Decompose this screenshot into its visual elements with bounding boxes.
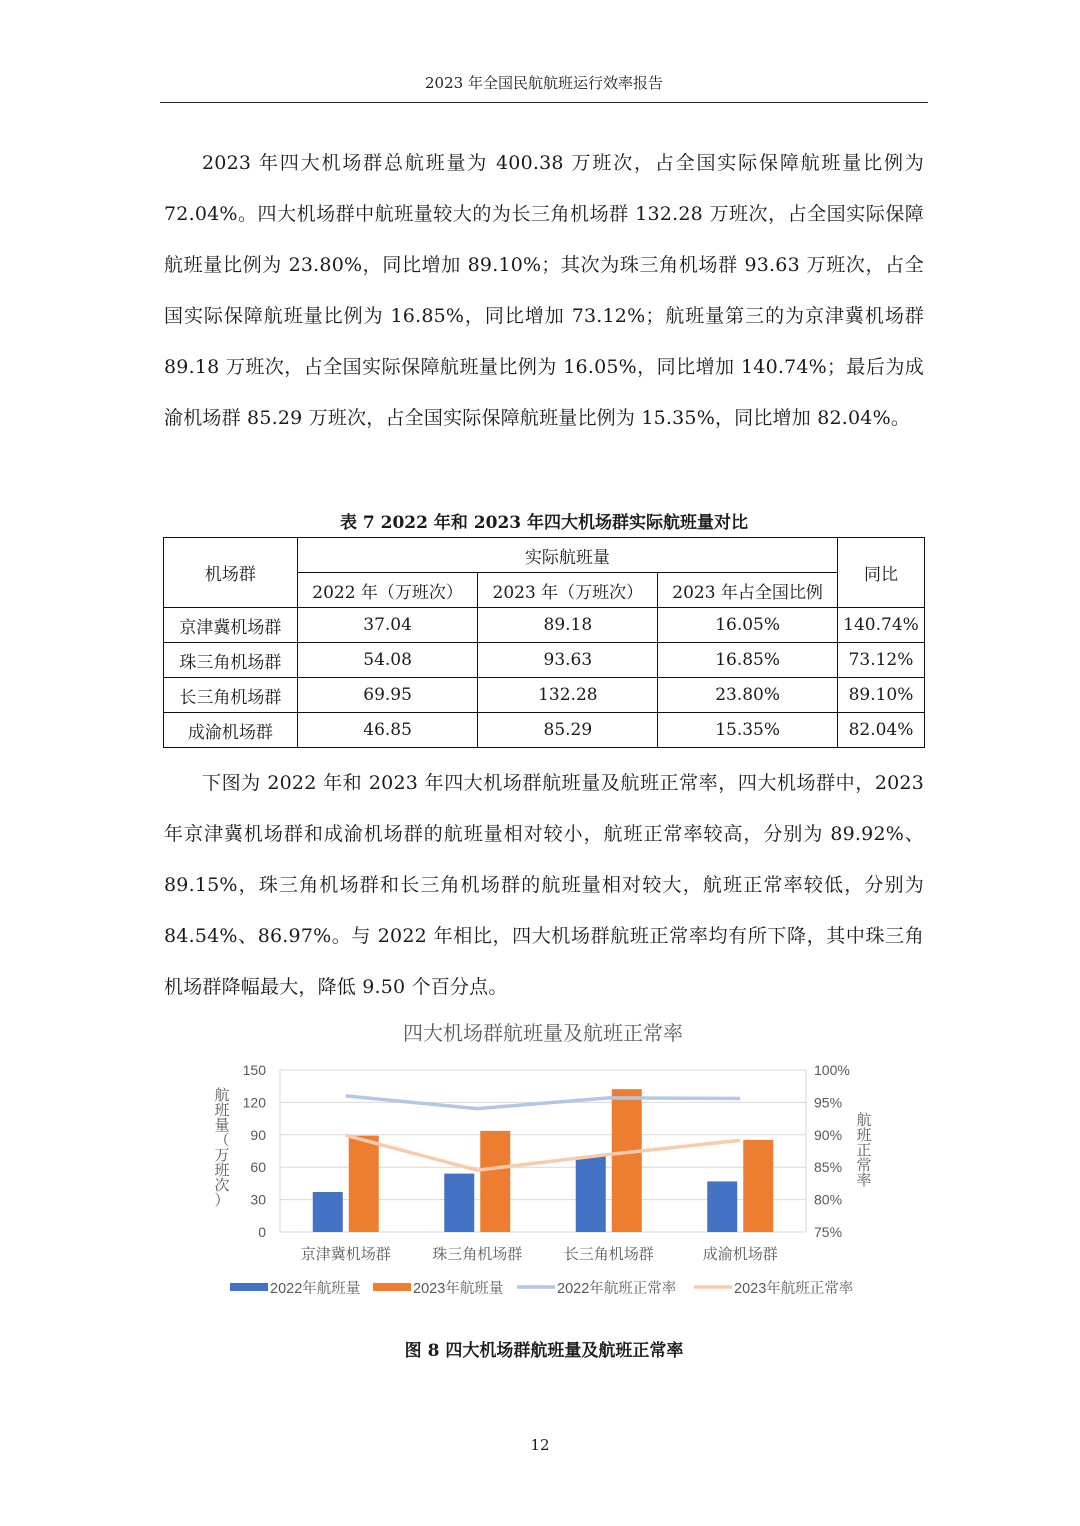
y-right-tick-label: 90% — [814, 1126, 843, 1143]
airport-cluster-table — [163, 537, 925, 748]
y-right-tick-label: 85% — [814, 1159, 843, 1176]
cell-2022: 37.04 — [297, 608, 478, 643]
y-right-tick-label: 75% — [814, 1224, 843, 1240]
chart-title: 四大机场群航班量及航班正常率 — [403, 1023, 683, 1045]
figure-caption: 图 8 四大机场群航班量及航班正常率 — [404, 1341, 684, 1361]
cell-yoy: 89.10% — [837, 678, 924, 713]
cell-2022: 46.85 — [297, 713, 478, 748]
legend-swatch — [230, 1283, 268, 1291]
cell-cluster: 珠三角机场群 — [164, 643, 298, 678]
header-actual-flights: 实际航班量 — [297, 538, 837, 573]
y-right-axis-title-char: 正 — [856, 1142, 872, 1159]
cell-yoy: 140.74% — [837, 608, 924, 643]
table-row — [164, 608, 925, 643]
table-row — [164, 643, 925, 678]
header-share: 2023 年占全国比例 — [658, 573, 838, 608]
page-number: 12 — [530, 1436, 550, 1454]
y-tick-label: 90 — [250, 1126, 266, 1143]
series-line — [346, 1135, 741, 1170]
y-right-axis-title-char: 班 — [856, 1127, 872, 1144]
y-right-axis-title-char: 率 — [856, 1172, 872, 1189]
cell-2023: 89.18 — [478, 608, 658, 643]
y-tick-label: 30 — [250, 1191, 266, 1208]
cell-2022: 54.08 — [297, 643, 478, 678]
legend-label: 2023年航班量 — [413, 1281, 504, 1297]
paragraph-2: 下图为 2022 年和 2023 年四大机场群航班量及航班正常率，四大机场群中，2023 年京津冀机场群和成渝机场群的航班量相对较小，航班正常率较高，分别为 89.92%、89.15%，珠三角机场群和长三角机场群的航班量相对较大，航班正常率较低，分别为 84.54%、86.97%。与 2022 年相比，四大机场群航班正常率均有所下降，其中珠三角机场群降幅最大，降低 9.50 个百分点。 — [164, 772, 924, 998]
y-axis-title-char: 航 — [214, 1087, 230, 1104]
table-caption: 表 7 2022 年和 2023 年四大机场群实际航班量对比 — [339, 513, 749, 533]
flight-volume-punctuality-chart — [200, 1010, 900, 1310]
y-right-axis-title-char: 常 — [856, 1157, 872, 1174]
cell-share: 16.85% — [658, 643, 838, 678]
x-tick-label: 长三角机场群 — [563, 1246, 654, 1263]
y-axis-title-char: 班 — [214, 1162, 230, 1179]
cell-share: 15.35% — [658, 713, 838, 748]
x-tick-label: 成渝机场群 — [702, 1246, 778, 1263]
y-right-tick-label: 80% — [814, 1191, 843, 1208]
y-axis-title-char: （ — [214, 1132, 230, 1149]
header-rule — [160, 102, 928, 103]
legend-swatch — [373, 1283, 411, 1291]
y-axis-title-char: 次 — [214, 1177, 230, 1194]
y-axis-title-char: 班 — [214, 1102, 230, 1119]
bar — [313, 1192, 343, 1232]
chart-container — [200, 1010, 900, 1310]
y-tick-label: 60 — [250, 1159, 266, 1176]
cell-2023: 93.63 — [478, 643, 658, 678]
x-tick-label: 珠三角机场群 — [432, 1246, 523, 1263]
bar — [576, 1156, 606, 1232]
running-header: 2023 年全国民航航班运行效率报告 — [425, 74, 663, 92]
cell-cluster: 成渝机场群 — [164, 713, 298, 748]
table-row — [164, 713, 925, 748]
y-tick-label: 120 — [242, 1094, 266, 1111]
header-yoy: 同比 — [837, 538, 924, 608]
y-right-axis-title-char: 航 — [856, 1112, 872, 1129]
bar — [480, 1131, 510, 1232]
cell-2023: 132.28 — [478, 678, 658, 713]
cell-cluster: 京津冀机场群 — [164, 608, 298, 643]
header-2022: 2022 年（万班次） — [297, 573, 478, 608]
cell-yoy: 73.12% — [837, 643, 924, 678]
y-tick-label: 0 — [258, 1224, 266, 1240]
cell-share: 16.05% — [658, 608, 838, 643]
cell-yoy: 82.04% — [837, 713, 924, 748]
bar — [444, 1174, 474, 1232]
y-axis-title-char: 量 — [214, 1117, 230, 1134]
cell-2023: 85.29 — [478, 713, 658, 748]
y-right-tick-label: 95% — [814, 1094, 843, 1111]
y-axis-title-char: 万 — [214, 1147, 230, 1164]
bar — [743, 1140, 773, 1232]
legend-label: 2022年航班量 — [270, 1281, 361, 1297]
cell-2022: 69.95 — [297, 678, 478, 713]
y-right-tick-label: 100% — [814, 1062, 850, 1078]
header-cluster: 机场群 — [164, 538, 298, 608]
cell-share: 23.80% — [658, 678, 838, 713]
table-row — [164, 678, 925, 713]
y-axis-title-char: ） — [214, 1192, 230, 1209]
header-2023: 2023 年（万班次） — [478, 573, 658, 608]
legend-label: 2023年航班正常率 — [734, 1281, 854, 1297]
paragraph-1: 2023 年四大机场群总航班量为 400.38 万班次，占全国实际保障航班量比例为 72.04%。四大机场群中航班量较大的为长三角机场群 132.28 万班次，占全国实际保障航班量比例为 23.80%，同比增加 89.10%；其次为珠三角机场群 93.63 万班次，占全国实际保障航班量比例为 16.85%，同比增加 73.12%；航班量第三的为京津冀机场群 89.18 万班次，占全国实际保障航班量比例为 16.05%，同比增加 140.74%；最后为成渝机场群 85.29 万班次，占全国实际保障航班量比例为 15.35%，同比增加 82.04%。 — [164, 152, 924, 429]
bar — [707, 1181, 737, 1232]
x-tick-label: 京津冀机场群 — [300, 1246, 391, 1263]
y-tick-label: 150 — [242, 1062, 266, 1078]
bar — [612, 1089, 642, 1232]
bar — [349, 1136, 379, 1232]
legend-label: 2022年航班正常率 — [557, 1281, 677, 1297]
cell-cluster: 长三角机场群 — [164, 678, 298, 713]
